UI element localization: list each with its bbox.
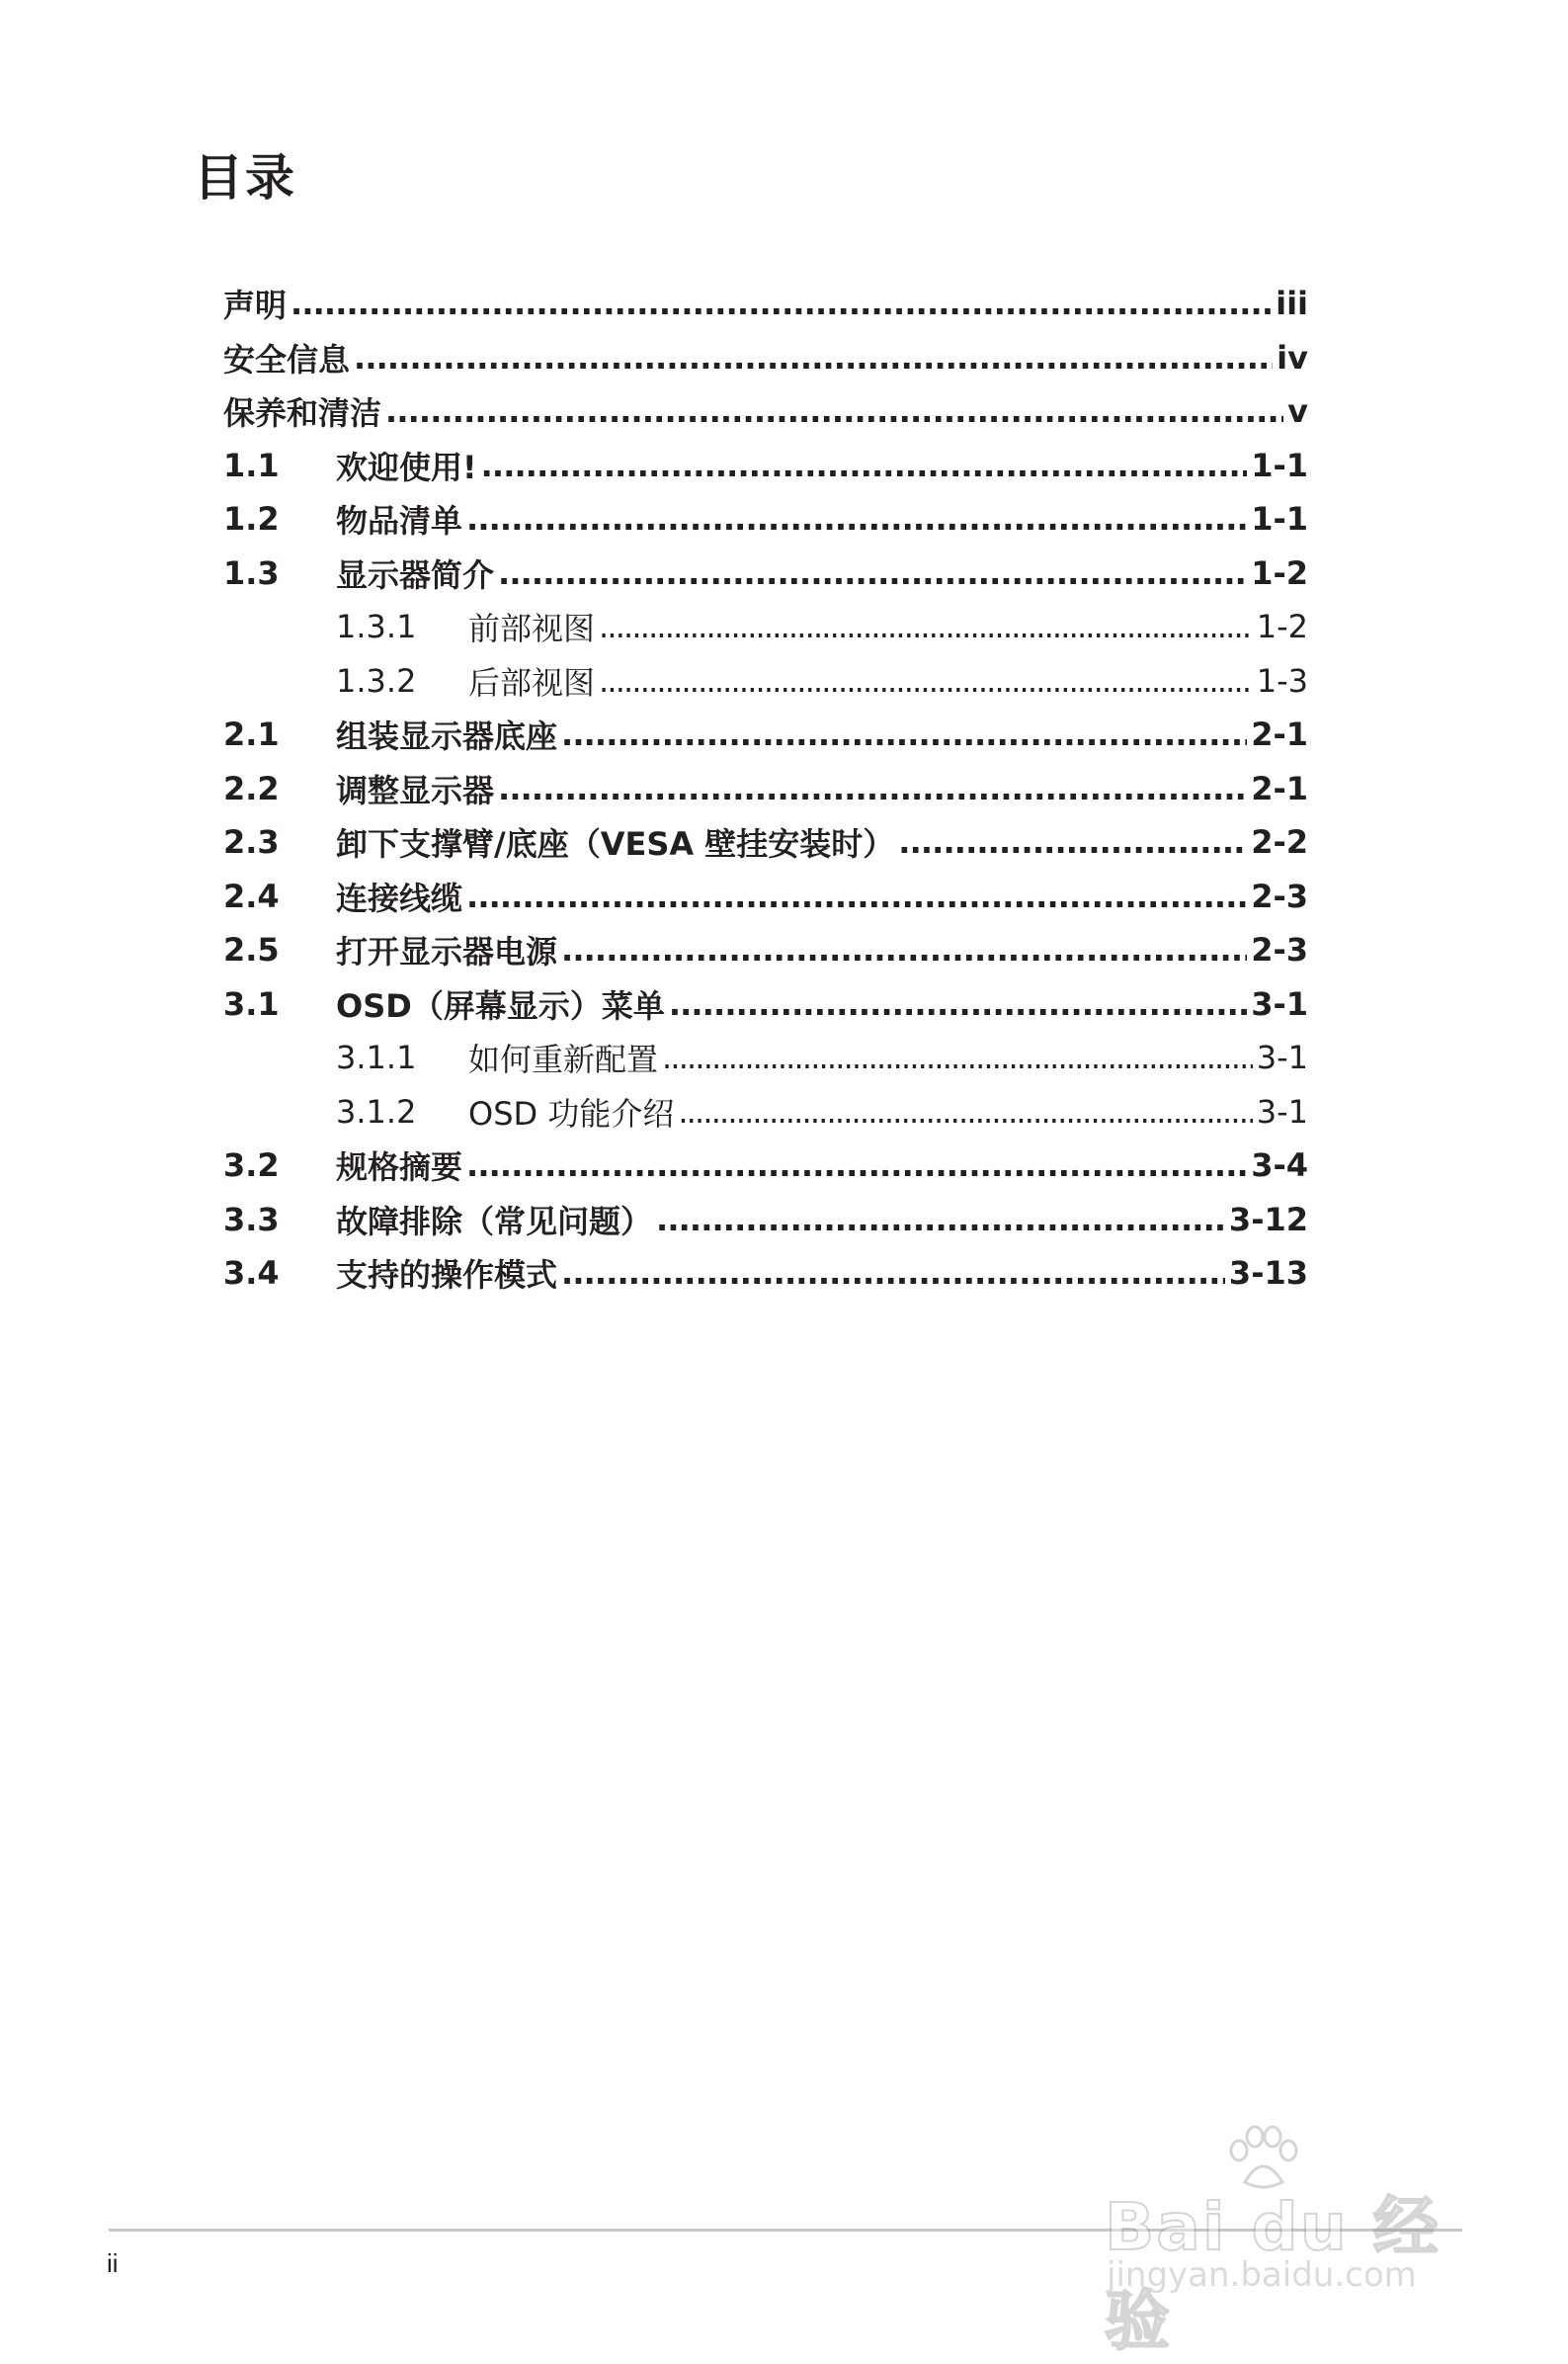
toc-entry[interactable]	[223, 331, 1308, 385]
toc-entry-label: 故障排除（常见问题）	[336, 1202, 653, 1240]
toc-entry-page: 2-3	[1251, 931, 1308, 970]
toc-entry-page: iv	[1277, 338, 1308, 377]
toc-entry-page: 3-4	[1251, 1146, 1308, 1185]
toc-dot-leader	[466, 1146, 1247, 1184]
footer-page-number: ii	[107, 2248, 119, 2278]
toc-entry-number: 1.3.2	[336, 661, 417, 700]
toc-dot-leader	[466, 878, 1247, 915]
toc-entry-number: 1.3	[223, 553, 280, 592]
toc-entry-label: OSD（屏幕显示）菜单	[336, 986, 665, 1025]
toc-dot-leader	[561, 716, 1247, 753]
toc-entry-page: 1-2	[1251, 553, 1308, 592]
toc-entry-page: 2-1	[1251, 716, 1308, 754]
toc-entry-label: 显示器简介	[336, 555, 495, 594]
toc-entry[interactable]	[223, 1139, 1308, 1193]
toc-entry-number: 3.1.2	[336, 1092, 417, 1131]
toc-entry-label: 组装显示器底座	[336, 718, 558, 756]
toc-entry-number: 3.2	[223, 1146, 280, 1185]
toc-dot-leader	[561, 1254, 1225, 1292]
toc-entry-number: 1.1	[223, 446, 280, 484]
toc-entry-number: 3.4	[223, 1254, 280, 1293]
toc-entry[interactable]	[223, 439, 1308, 493]
table-of-contents	[223, 277, 1308, 1301]
toc-entry[interactable]	[223, 1246, 1308, 1301]
toc-entry[interactable]	[223, 492, 1308, 547]
toc-dot-leader	[466, 500, 1247, 538]
toc-dot-leader	[599, 662, 1253, 700]
toc-entry-label: 物品清单	[336, 502, 463, 541]
toc-entry-label: 保养和清洁	[223, 394, 382, 433]
toc-entry[interactable]	[223, 600, 1308, 654]
toc-entry-number: 1.2	[223, 500, 280, 539]
toc-dot-leader	[290, 285, 1272, 322]
toc-dot-leader	[898, 823, 1247, 861]
toc-dot-leader	[669, 985, 1247, 1023]
toc-dot-leader	[498, 554, 1247, 592]
toc-entry-label: 调整显示器	[336, 771, 495, 809]
toc-entry[interactable]	[223, 547, 1308, 601]
toc-dot-leader	[656, 1201, 1225, 1238]
toc-entry-page: 3-1	[1256, 1092, 1308, 1131]
toc-entry-page: iii	[1276, 285, 1308, 323]
toc-entry-number: 2.5	[223, 931, 280, 970]
toc-entry-page: 1-2	[1256, 608, 1308, 646]
baidu-watermark	[1105, 2125, 1480, 2359]
toc-entry-label: 支持的操作模式	[336, 1256, 558, 1295]
toc-entry-page: 1-1	[1251, 446, 1308, 484]
toc-dot-leader	[662, 1039, 1253, 1076]
toc-entry[interactable]	[223, 815, 1308, 870]
toc-entry-page: 3-12	[1228, 1200, 1308, 1238]
toc-entry[interactable]	[223, 762, 1308, 816]
toc-entry[interactable]	[223, 1085, 1308, 1140]
toc-entry-number: 2.2	[223, 769, 280, 807]
watermark-brand: Bai du 经验	[1105, 2189, 1441, 2359]
watermark-url: jingyan.baidu.com	[1107, 2255, 1417, 2295]
toc-entry-number: 3.1.1	[336, 1039, 417, 1077]
toc-entry-number: 3.1	[223, 984, 280, 1023]
toc-entry-number: 2.4	[223, 877, 280, 915]
toc-entry-label: 后部视图	[468, 663, 596, 702]
toc-entry[interactable]	[223, 708, 1308, 762]
toc-entry-number: 3.3	[223, 1200, 280, 1238]
toc-dot-leader	[599, 608, 1253, 645]
page-title: 目录	[194, 149, 296, 207]
toc-dot-leader	[561, 931, 1247, 969]
toc-entry[interactable]	[223, 277, 1308, 331]
toc-entry[interactable]	[223, 977, 1308, 1032]
toc-entry-page: 1-3	[1256, 661, 1308, 700]
toc-entry-page: 2-2	[1251, 823, 1308, 862]
toc-dot-leader	[498, 770, 1247, 807]
toc-entry-label: 欢迎使用!	[336, 448, 477, 486]
toc-entry[interactable]	[223, 1193, 1308, 1247]
toc-entry-page: 2-1	[1251, 769, 1308, 807]
toc-entry-page: v	[1287, 392, 1308, 431]
toc-entry[interactable]	[223, 384, 1308, 439]
toc-entry-label: 连接线缆	[336, 879, 463, 917]
toc-entry-label: 声明	[223, 287, 288, 325]
toc-entry-label: 如何重新配置	[468, 1041, 659, 1079]
toc-entry-page: 3-13	[1228, 1254, 1308, 1293]
toc-entry-label: OSD 功能介绍	[468, 1094, 675, 1133]
toc-entry-label: 规格摘要	[336, 1148, 463, 1187]
toc-entry-label: 打开显示器电源	[336, 933, 558, 971]
toc-entry-page: 2-3	[1251, 877, 1308, 915]
toc-entry-number: 2.3	[223, 823, 280, 862]
toc-dot-leader	[385, 392, 1283, 430]
toc-entry-number: 1.3.1	[336, 608, 417, 646]
toc-dot-leader	[678, 1093, 1252, 1131]
toc-entry-label: 前部视图	[468, 610, 596, 648]
toc-entry-page: 3-1	[1251, 984, 1308, 1023]
toc-entry-label: 卸下支撑臂/底座（VESA 壁挂安装时）	[336, 825, 895, 864]
toc-entry-page: 1-1	[1251, 500, 1308, 539]
toc-entry-number: 2.1	[223, 716, 280, 754]
toc-entry-label: 安全信息	[223, 340, 351, 379]
toc-entry[interactable]	[223, 1031, 1308, 1085]
toc-entry[interactable]	[223, 923, 1308, 977]
toc-entry-page: 3-1	[1256, 1039, 1308, 1077]
toc-entry[interactable]	[223, 870, 1308, 924]
toc-entry[interactable]	[223, 654, 1308, 709]
toc-dot-leader	[481, 447, 1248, 484]
toc-dot-leader	[354, 339, 1273, 377]
